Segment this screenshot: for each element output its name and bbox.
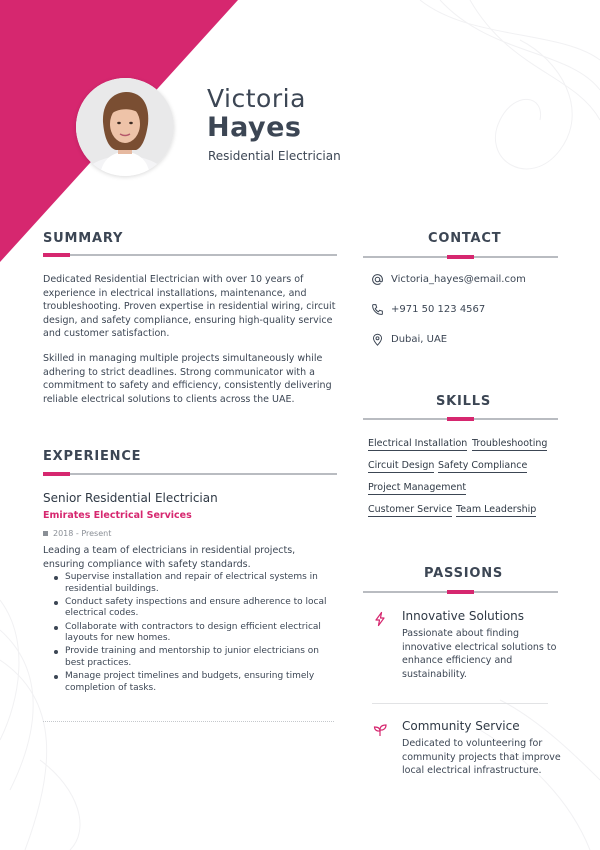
list-item: Manage project timelines and budgets, ensuring timely completion of tasks. [54, 671, 339, 694]
list-item: Supervise installation and repair of electrical systems in residential buildings. [54, 572, 339, 595]
summary-paragraph-1: Dedicated Residential Electrician with over 10 years of experience in electrical installations, maintenance, and troubleshooting. Proven expertise in residential wiring, circuit design, and safety compliance, ensuring high-quality service and customer satisfaction. [43, 274, 336, 339]
experience-heading: EXPERIENCE [43, 449, 142, 464]
list-item: Conduct safety inspections and ensure adherence to local electrical codes. [54, 597, 339, 620]
experience-dates [43, 529, 111, 538]
passion-title: Community Service [402, 719, 520, 733]
skills-rule-accent [447, 417, 474, 421]
sprout-icon [372, 722, 388, 738]
at-icon [371, 273, 384, 286]
job-title: Residential Electrician [208, 149, 341, 163]
summary-rule-accent [43, 253, 70, 257]
location-pin-icon [371, 333, 384, 346]
experience-company: Emirates Electrical Services [43, 510, 192, 521]
summary-paragraph-2: Skilled in managing multiple projects simultaneously while adhering to strict deadlines. Strong communicator with a commitment to safety and efficiency, consistently delivering reliable electrical solutions to clients across the UAE. [43, 353, 332, 405]
contact-phone[interactable]: +971 50 123 4567 [391, 304, 486, 315]
passions-rule-accent [447, 590, 474, 594]
skill-tag: Customer Service [368, 504, 453, 515]
calendar-square-icon [43, 531, 48, 536]
profile-photo [76, 78, 174, 176]
skill-tag: Team Leadership [456, 504, 537, 515]
experience-divider [43, 721, 334, 722]
summary-heading: SUMMARY [43, 231, 124, 246]
last-name: Hayes [207, 112, 302, 143]
list-item: Provide training and mentorship to junior electricians on best practices. [54, 646, 339, 669]
passion-title: Innovative Solutions [402, 609, 525, 623]
passions-heading: PASSIONS [424, 566, 504, 581]
experience-description: Leading a team of electricians in residential projects, ensuring compliance with safety standards. [43, 545, 296, 570]
passion-description: Dedicated to volunteering for community projects that improve local electrical infrastructure. [402, 738, 561, 776]
experience-dates-text: 2018 - Present [53, 529, 112, 538]
experience-role: Senior Residential Electrician [43, 491, 218, 505]
passion-divider [372, 703, 548, 704]
passion-description: Passionate about finding innovative electrical solutions to enhance efficiency and sustainability. [402, 628, 557, 680]
lightning-icon [372, 611, 388, 627]
skills-heading: SKILLS [436, 394, 492, 409]
skill-tag: Circuit Design [368, 460, 435, 471]
contact-email[interactable]: Victoria_hayes@email.com [391, 274, 526, 285]
skill-tag: Safety Compliance [438, 460, 528, 471]
summary-rule [43, 254, 337, 256]
contact-rule-accent [447, 255, 474, 259]
contact-heading: CONTACT [428, 231, 502, 246]
contact-email-row [371, 273, 526, 286]
list-item: Collaborate with contractors to design efficient electrical layouts for new homes. [54, 622, 339, 645]
skill-tag: Project Management [368, 482, 467, 493]
contact-location-row [371, 333, 447, 346]
contact-location: Dubai, UAE [391, 334, 448, 345]
skill-tag: Troubleshooting [472, 438, 548, 449]
first-name: Victoria [207, 84, 306, 113]
experience-rule [43, 473, 337, 475]
experience-rule-accent [43, 472, 70, 476]
phone-icon [371, 303, 384, 316]
contact-phone-row [371, 303, 485, 316]
skill-tag: Electrical Installation [368, 438, 468, 449]
experience-bullets [54, 572, 339, 696]
